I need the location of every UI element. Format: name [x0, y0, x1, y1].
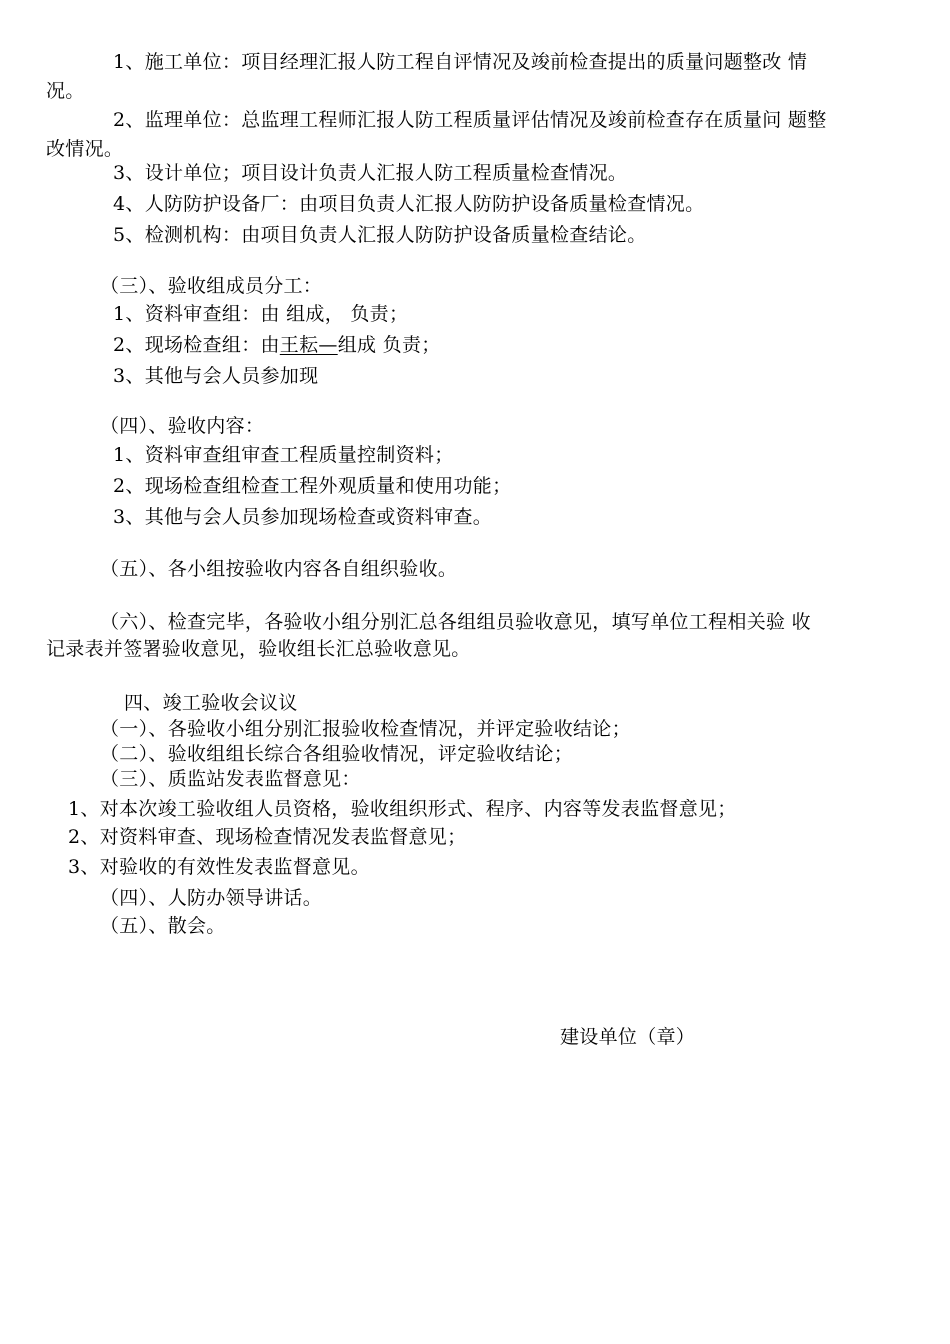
meeting-sub-1: 1、对本次竣工验收组人员资格，验收组织形式、程序、内容等发表监督意见； [68, 798, 737, 820]
report-item-5: 5、检测机构：由项目负责人汇报人防防护设备质量检查结论。 [113, 224, 647, 246]
report-item-2-line1: 2、监理单位：总监理工程师汇报人防工程质量评估情况及竣前检查存在质量问 题整 [113, 109, 827, 131]
report-item-1-line2: 况。 [46, 80, 85, 102]
report-item-4: 4、人防防护设备厂：由项目负责人汇报人防防护设备质量检查情况。 [113, 193, 705, 215]
meeting-heading: 四、竣工验收会议议 [124, 692, 298, 714]
signature-line: 建设单位（章） [560, 1026, 696, 1048]
section-5-text: （五）、各小组按验收内容各自组织验收。 [100, 558, 458, 580]
meeting-p5: （五）、散会。 [100, 915, 226, 937]
section-3-item-2-name: 王耘— [279, 334, 338, 356]
section-3-heading: （三）、验收组成员分工： [100, 275, 323, 297]
section-6-line2: 记录表并签署验收意见，验收组长汇总验收意见。 [46, 638, 471, 660]
meeting-p3: （三）、质监站发表监督意见： [100, 768, 361, 790]
meeting-p1: （一）、各验收小组分别汇报验收检查情况，并评定验收结论； [100, 718, 631, 740]
section-3-item-2 [113, 333, 441, 357]
report-item-1-line1: 1、施工单位：项目经理汇报人防工程自评情况及竣前检查提出的质量问题整改 情 [113, 51, 808, 73]
section-4-item-3: 3、其他与会人员参加现场检查或资料审查。 [113, 506, 493, 528]
section-3-item-3: 3、其他与会人员参加现 [113, 365, 319, 387]
section-3-item-2-pre: 2、现场检查组：由 [113, 334, 280, 356]
section-4-item-2: 2、现场检查组检查工程外观质量和使用功能； [113, 475, 512, 497]
section-4-heading: （四）、验收内容： [100, 415, 265, 437]
report-item-2-line2: 改情况。 [46, 138, 124, 160]
section-3-item-2-post: 组成 负责； [337, 334, 441, 356]
section-4-item-1: 1、资料审查组审查工程质量控制资料； [113, 444, 454, 466]
meeting-sub-2: 2、对资料审查、现场检查情况发表监督意见； [68, 826, 467, 848]
section-6-line1: （六）、检查完毕，各验收小组分别汇总各组组员验收意见，填写单位工程相关验 收 [100, 611, 811, 633]
meeting-p4: （四）、人防办领导讲话。 [100, 887, 323, 909]
report-item-3: 3、设计单位；项目设计负责人汇报人防工程质量检查情况。 [113, 162, 628, 184]
meeting-sub-3: 3、对验收的有效性发表监督意见。 [68, 856, 370, 878]
meeting-p2: （二）、验收组组长综合各组验收情况，评定验收结论； [100, 743, 574, 765]
section-3-item-1: 1、资料审查组：由 组成， 负责； [113, 303, 409, 325]
